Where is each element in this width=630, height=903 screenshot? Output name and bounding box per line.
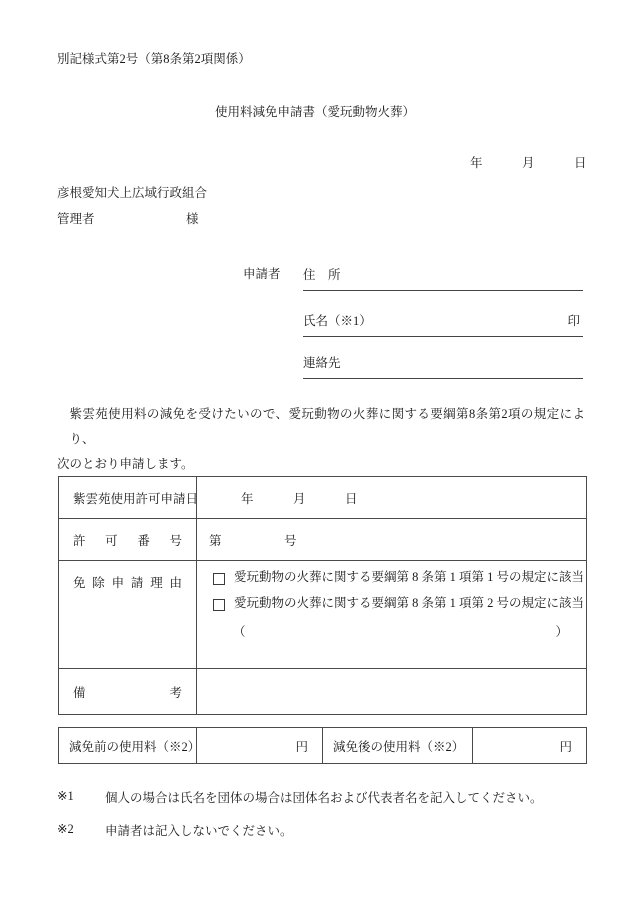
fee-before-value[interactable] bbox=[197, 728, 323, 764]
row-label-permit-number: 許可番号 bbox=[59, 519, 197, 561]
recipient-role: 管理者 bbox=[57, 212, 95, 226]
body-line-1: 紫雲苑使用料の減免を受けたいので、愛玩動物の火葬に関する要綱第8条第2項の規定により、 bbox=[69, 407, 585, 446]
body-line-2: 次のとおり申請します。 bbox=[57, 457, 194, 471]
fee-after-value[interactable] bbox=[473, 728, 587, 764]
date-line: 年 月 日 bbox=[470, 156, 588, 170]
table-row bbox=[59, 561, 587, 669]
checkbox-icon[interactable] bbox=[213, 599, 225, 611]
recipient-honorific: 様 bbox=[186, 212, 199, 226]
table-row bbox=[59, 477, 587, 519]
row-label-remarks: 備考 bbox=[59, 669, 197, 715]
page-title: 使用料減免申請書（愛玩動物火葬） bbox=[214, 105, 415, 119]
contact-label: 連絡先 bbox=[303, 356, 341, 370]
footnote-1-mark: ※1 bbox=[57, 789, 74, 803]
applicant-section-label: 申請者 bbox=[243, 267, 281, 281]
footnote-2-mark: ※2 bbox=[57, 822, 74, 836]
address-rule bbox=[303, 290, 583, 291]
name-rule bbox=[303, 336, 583, 337]
footnote-1 bbox=[57, 788, 597, 806]
row-label-application-date: 紫雲苑使用許可申請日 bbox=[59, 477, 197, 519]
fee-table bbox=[58, 727, 587, 764]
form-number: 別記様式第2号（第8条第2項関係） bbox=[57, 52, 251, 66]
reason-option-2[interactable] bbox=[213, 596, 585, 611]
reason-freetext-field[interactable] bbox=[213, 622, 576, 640]
footnotes bbox=[57, 788, 597, 854]
reason-option-1[interactable] bbox=[213, 570, 585, 585]
seal-label: 印 bbox=[567, 314, 580, 328]
contact-rule bbox=[303, 378, 583, 379]
footnote-2 bbox=[57, 821, 597, 839]
reason-option-1-label: 愛玩動物の火葬に関する要綱第 8 条第 1 項第 1 号の規定に該当 bbox=[234, 570, 585, 584]
fee-before-unit: 円 bbox=[295, 739, 308, 754]
row-value-permit-number[interactable]: 第 号 bbox=[197, 519, 587, 561]
row-label-exemption-reason: 免除申請理由 bbox=[59, 561, 197, 669]
row-value-application-date[interactable]: 年 月 日 bbox=[197, 477, 587, 519]
address-label: 住 所 bbox=[303, 268, 341, 282]
fee-after-unit: 円 bbox=[559, 739, 572, 754]
fee-before-label: 減免前の使用料（※2） bbox=[59, 728, 197, 764]
address-field[interactable] bbox=[303, 265, 583, 291]
paren-open: （ bbox=[233, 625, 246, 639]
footnote-2-text: 申請者は記入しないでください。 bbox=[105, 824, 293, 838]
table-row bbox=[59, 669, 587, 715]
reason-option-2-label: 愛玩動物の火葬に関する要綱第 8 条第 1 項第 2 号の規定に該当 bbox=[234, 596, 585, 610]
table-row bbox=[59, 728, 587, 764]
contact-field[interactable] bbox=[303, 353, 583, 379]
row-value-exemption-reason bbox=[197, 561, 587, 669]
row-value-remarks[interactable] bbox=[197, 669, 587, 715]
fee-after-label: 減免後の使用料（※2） bbox=[323, 728, 473, 764]
name-label: 氏名（※1） bbox=[303, 314, 372, 328]
application-table bbox=[58, 476, 587, 715]
checkbox-icon[interactable] bbox=[213, 573, 225, 585]
organization-name: 彦根愛知犬上広域行政組合 bbox=[57, 186, 208, 200]
table-row bbox=[59, 519, 587, 561]
body-paragraph bbox=[57, 402, 585, 477]
paren-close: ） bbox=[555, 625, 568, 639]
name-field[interactable] bbox=[303, 311, 583, 337]
footnote-1-text: 個人の場合は氏名を団体の場合は団体名および代表者名を記入してください。 bbox=[105, 791, 543, 805]
